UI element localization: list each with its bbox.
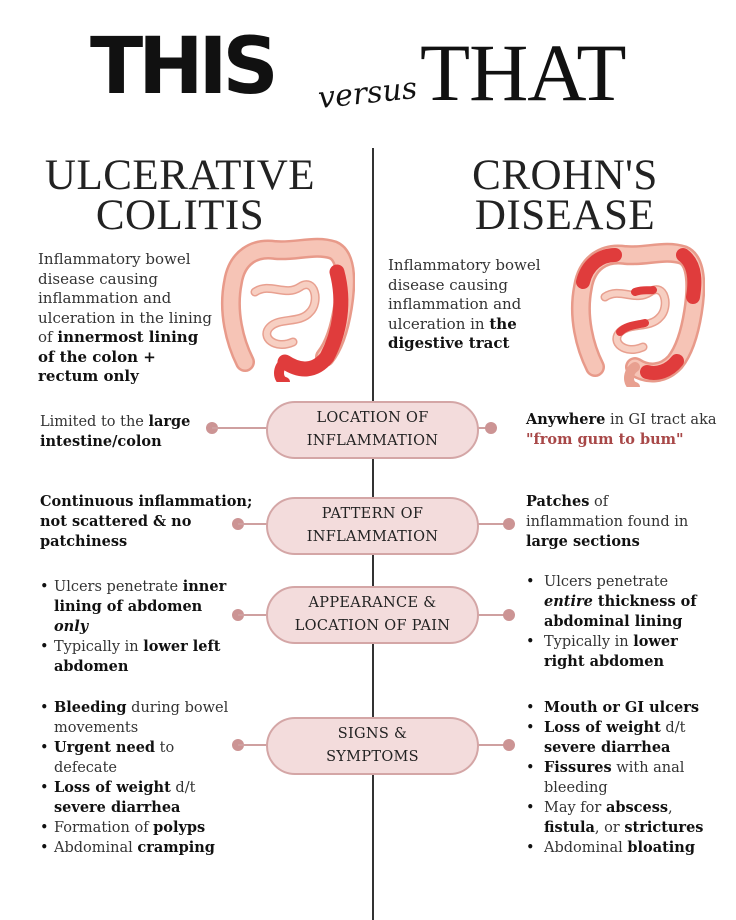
crohns-signs-list [526, 698, 711, 858]
crohns-location-text: Anywhere in GI tract aka "from gum to bum" [526, 411, 717, 448]
list-item: • May for abscess, fistula, or strictures [526, 798, 711, 838]
list-item: • Typically in lower right abdomen [526, 632, 706, 672]
list-item: • Abdominal cramping [40, 838, 240, 858]
list-item: • Abdominal bloating [526, 838, 711, 858]
list-item: • Loss of weight d/t severe diarrhea [526, 718, 711, 758]
list-item: • Loss of weight d/t severe diarrhea [40, 778, 240, 818]
crohns-disease-heading: CROHN'S DISEASE [472, 152, 658, 239]
crohns-appearance-list [526, 572, 706, 672]
colon-illustration-right [565, 237, 705, 387]
list-item: • Urgent need to defecate [40, 738, 240, 778]
list-item: • Formation of polyps [40, 818, 240, 838]
colon-illustration-left [215, 232, 355, 382]
uc-pattern-text: Continuous inflammation; not scattered & no patchiness [40, 493, 253, 550]
pattern-of-inflammation-pill: PATTERN OF INFLAMMATION [266, 497, 479, 555]
row3-right-dot [503, 609, 515, 621]
list-item: • Typically in lower left abdomen [40, 637, 240, 677]
row3-left-connector [238, 614, 268, 616]
list-item: • Bleeding during bowel movements [40, 698, 240, 738]
list-item: • Fissures with anal bleeding [526, 758, 711, 798]
row4-right-dot [503, 739, 515, 751]
appearance-location-of-pain-pill: APPEARANCE & LOCATION OF PAIN [266, 586, 479, 644]
signs-and-symptoms-pill: SIGNS & SYMPTOMS [266, 717, 479, 775]
ulcerative-colitis-description: Inflammatory bowel disease causing inflammation and ulceration in the lining of innermost lining of the colon + rectum only [38, 250, 213, 385]
list-item: • Ulcers penetrate entire thickness of abdominal lining [526, 572, 706, 632]
row1-right-dot [485, 422, 497, 434]
row1-left-connector [212, 427, 268, 429]
location-of-inflammation-pill: LOCATION OF INFLAMMATION [266, 401, 479, 459]
ulcerative-colitis-heading: ULCERATIVE COLITIS [44, 152, 316, 239]
row2-right-dot [503, 518, 515, 530]
title-this: THIS [90, 22, 274, 112]
row4-left-connector [238, 744, 268, 746]
list-item: • Mouth or GI ulcers [526, 698, 711, 718]
uc-signs-list [40, 698, 240, 858]
uc-location-text: Limited to the large intestine/colon [40, 413, 191, 450]
crohns-description: Inflammatory bowel disease causing inflammation and ulceration in the digestive tract [388, 256, 541, 352]
crohns-pattern-text: Patches of inflammation found in large sections [526, 493, 689, 550]
title-that: THAT [420, 27, 626, 118]
list-item: • Ulcers penetrate inner lining of abdomen only [40, 577, 240, 637]
uc-appearance-list [40, 577, 240, 677]
title-versus: versus [316, 70, 419, 117]
